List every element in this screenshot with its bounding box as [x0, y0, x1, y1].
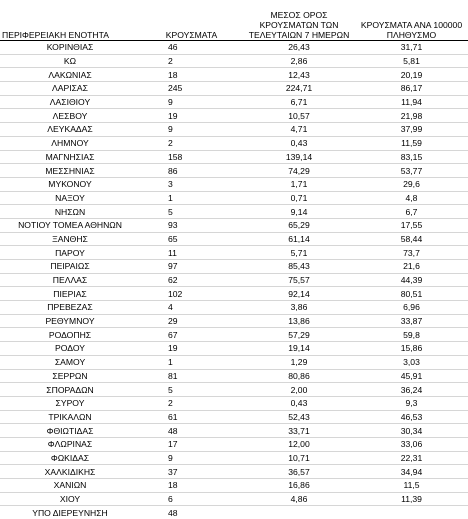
cell-region: ΧΙΟΥ — [0, 492, 140, 506]
table-row — [0, 424, 468, 438]
cell-cases-per-100000: 36,24 — [355, 383, 468, 397]
cell-cases: 93 — [140, 218, 243, 232]
cell-seven-day-average: 0,43 — [243, 136, 355, 150]
cell-seven-day-average: 2,00 — [243, 383, 355, 397]
cell-cases: 86 — [140, 164, 243, 178]
cell-cases: 19 — [140, 109, 243, 123]
cell-region: ΜΕΣΣΗΝΙΑΣ — [0, 164, 140, 178]
cell-seven-day-average: 1,29 — [243, 355, 355, 369]
cell-cases: 245 — [140, 82, 243, 96]
table-row — [0, 191, 468, 205]
cell-region: ΛΕΥΚΑΔΑΣ — [0, 123, 140, 137]
cell-region: ΡΟΔΟΥ — [0, 342, 140, 356]
table-row — [0, 164, 468, 178]
cell-cases-per-100000: 6,7 — [355, 205, 468, 219]
cell-region: ΛΗΜΝΟΥ — [0, 136, 140, 150]
cell-seven-day-average: 6,71 — [243, 95, 355, 109]
cell-cases: 5 — [140, 383, 243, 397]
cell-cases-per-100000: 73,7 — [355, 246, 468, 260]
table-row — [0, 492, 468, 506]
cell-region: ΜΥΚΟΝΟΥ — [0, 177, 140, 191]
cell-cases-per-100000: 53,77 — [355, 164, 468, 178]
table-row — [0, 396, 468, 410]
table-row — [0, 383, 468, 397]
cell-cases-per-100000: 11,94 — [355, 95, 468, 109]
cell-seven-day-average: 4,86 — [243, 492, 355, 506]
cell-region: ΣΕΡΡΩΝ — [0, 369, 140, 383]
table-row — [0, 369, 468, 383]
cell-cases-per-100000: 44,39 — [355, 273, 468, 287]
cell-cases: 158 — [140, 150, 243, 164]
cell-region: ΠΑΡΟΥ — [0, 246, 140, 260]
cell-region: ΛΑΡΙΣΑΣ — [0, 82, 140, 96]
cell-region: ΠΕΙΡΑΙΩΣ — [0, 260, 140, 274]
cell-seven-day-average: 5,71 — [243, 246, 355, 260]
table-row — [0, 150, 468, 164]
cell-cases: 9 — [140, 95, 243, 109]
cell-region: ΠΙΕΡΙΑΣ — [0, 287, 140, 301]
cell-region: ΚΩ — [0, 54, 140, 68]
table-row — [0, 68, 468, 82]
cell-seven-day-average: 224,71 — [243, 82, 355, 96]
cell-region: ΚΟΡΙΝΘΙΑΣ — [0, 41, 140, 55]
cell-cases-per-100000: 29,6 — [355, 177, 468, 191]
cell-cases: 18 — [140, 68, 243, 82]
cell-seven-day-average: 4,71 — [243, 123, 355, 137]
cell-region: ΦΛΩΡΙΝΑΣ — [0, 437, 140, 451]
header-seven-day-average: ΜΕΣΟΣ ΟΡΟΣ ΚΡΟΥΣΜΑΤΩΝ ΤΩΝ ΤΕΛΕΥΤΑΙΩΝ 7 ΗΜΕΡΩΝ — [243, 2, 355, 41]
cell-region: ΡΕΘΥΜΝΟΥ — [0, 314, 140, 328]
cell-seven-day-average: 10,71 — [243, 451, 355, 465]
cell-cases: 4 — [140, 301, 243, 315]
cell-seven-day-average: 36,57 — [243, 465, 355, 479]
cell-region: ΝΟΤΙΟΥ ΤΟΜΕΑ ΑΘΗΝΩΝ — [0, 218, 140, 232]
table-row — [0, 205, 468, 219]
cell-region: ΝΑΞΟΥ — [0, 191, 140, 205]
cell-cases-per-100000: 15,86 — [355, 342, 468, 356]
cell-region: ΤΡΙΚΑΛΩΝ — [0, 410, 140, 424]
cell-cases-per-100000: 83,15 — [355, 150, 468, 164]
cell-cases-per-100000: 59,8 — [355, 328, 468, 342]
cell-cases-per-100000: 3,03 — [355, 355, 468, 369]
cell-cases: 29 — [140, 314, 243, 328]
cell-seven-day-average: 92,14 — [243, 287, 355, 301]
cell-cases: 67 — [140, 328, 243, 342]
cell-region: ΣΠΟΡΑΔΩΝ — [0, 383, 140, 397]
cell-cases: 102 — [140, 287, 243, 301]
cell-seven-day-average: 26,43 — [243, 41, 355, 55]
cell-cases-per-100000: 37,99 — [355, 123, 468, 137]
table-row — [0, 109, 468, 123]
cell-seven-day-average: 12,43 — [243, 68, 355, 82]
cell-cases-per-100000: 86,17 — [355, 82, 468, 96]
table-row — [0, 328, 468, 342]
cell-seven-day-average: 13,86 — [243, 314, 355, 328]
cell-region: ΧΑΛΚΙΔΙΚΗΣ — [0, 465, 140, 479]
cell-region: ΠΕΛΛΑΣ — [0, 273, 140, 287]
cell-cases-per-100000: 11,5 — [355, 479, 468, 493]
cell-cases: 9 — [140, 123, 243, 137]
table-body — [0, 41, 468, 519]
table-row — [0, 465, 468, 479]
cell-cases-per-100000: 6,96 — [355, 301, 468, 315]
cell-seven-day-average: 1,71 — [243, 177, 355, 191]
cell-seven-day-average: 75,57 — [243, 273, 355, 287]
table-row — [0, 355, 468, 369]
table-row — [0, 273, 468, 287]
cell-cases-per-100000: 45,91 — [355, 369, 468, 383]
table-row — [0, 410, 468, 424]
cell-seven-day-average: 10,57 — [243, 109, 355, 123]
table-row — [0, 314, 468, 328]
cell-seven-day-average: 16,86 — [243, 479, 355, 493]
cell-seven-day-average: 0,71 — [243, 191, 355, 205]
cell-cases: 37 — [140, 465, 243, 479]
cell-seven-day-average: 12,00 — [243, 437, 355, 451]
cell-cases: 18 — [140, 479, 243, 493]
cell-region: ΧΑΝΙΩΝ — [0, 479, 140, 493]
cell-cases-per-100000: 5,81 — [355, 54, 468, 68]
cell-cases: 19 — [140, 342, 243, 356]
cell-seven-day-average: 2,86 — [243, 54, 355, 68]
cell-seven-day-average: 65,29 — [243, 218, 355, 232]
cell-cases: 48 — [140, 424, 243, 438]
cell-cases: 1 — [140, 355, 243, 369]
cell-seven-day-average: 19,14 — [243, 342, 355, 356]
cell-cases-per-100000: 21,6 — [355, 260, 468, 274]
cell-cases-per-100000: 46,53 — [355, 410, 468, 424]
cell-seven-day-average: 9,14 — [243, 205, 355, 219]
cell-seven-day-average: 61,14 — [243, 232, 355, 246]
cell-cases: 65 — [140, 232, 243, 246]
table-row — [0, 437, 468, 451]
table-row — [0, 95, 468, 109]
cell-cases: 46 — [140, 41, 243, 55]
cell-cases-per-100000: 33,87 — [355, 314, 468, 328]
cell-region: ΥΠΟ ΔΙΕΡΕΥΝΗΣΗ — [0, 506, 140, 519]
table-row — [0, 136, 468, 150]
cell-cases-per-100000: 11,59 — [355, 136, 468, 150]
cell-region: ΜΑΓΝΗΣΙΑΣ — [0, 150, 140, 164]
cell-cases-per-100000: 9,3 — [355, 396, 468, 410]
cell-cases: 97 — [140, 260, 243, 274]
table-row — [0, 342, 468, 356]
cell-cases: 61 — [140, 410, 243, 424]
cell-seven-day-average: 80,86 — [243, 369, 355, 383]
table-row — [0, 260, 468, 274]
cell-region: ΦΘΙΩΤΙΔΑΣ — [0, 424, 140, 438]
cell-cases: 48 — [140, 506, 243, 519]
table-row — [0, 123, 468, 137]
table-row — [0, 177, 468, 191]
cell-cases-per-100000: 31,71 — [355, 41, 468, 55]
table-row — [0, 246, 468, 260]
cell-cases: 2 — [140, 396, 243, 410]
cell-cases-per-100000: 17,55 — [355, 218, 468, 232]
header-cases: ΚΡΟΥΣΜΑΤΑ — [140, 2, 243, 41]
header-row — [0, 2, 468, 41]
cell-cases-per-100000: 20,19 — [355, 68, 468, 82]
cell-cases-per-100000: 34,94 — [355, 465, 468, 479]
cell-cases: 2 — [140, 136, 243, 150]
table-row — [0, 287, 468, 301]
cell-seven-day-average: 52,43 — [243, 410, 355, 424]
cell-cases: 81 — [140, 369, 243, 383]
cell-cases: 9 — [140, 451, 243, 465]
cell-seven-day-average: 3,86 — [243, 301, 355, 315]
cell-seven-day-average — [243, 506, 355, 519]
table-row — [0, 54, 468, 68]
cell-cases-per-100000: 30,34 — [355, 424, 468, 438]
table-row — [0, 506, 468, 519]
table-row — [0, 232, 468, 246]
cell-region: ΠΡΕΒΕΖΑΣ — [0, 301, 140, 315]
cell-region: ΛΕΣΒΟΥ — [0, 109, 140, 123]
cell-region: ΛΑΚΩΝΙΑΣ — [0, 68, 140, 82]
cell-region: ΡΟΔΟΠΗΣ — [0, 328, 140, 342]
cell-cases-per-100000: 4,8 — [355, 191, 468, 205]
table-row — [0, 41, 468, 55]
cell-cases-per-100000: 11,39 — [355, 492, 468, 506]
cell-cases: 1 — [140, 191, 243, 205]
covid-cases-table — [0, 2, 468, 519]
cell-region: ΝΗΣΩΝ — [0, 205, 140, 219]
cell-cases: 3 — [140, 177, 243, 191]
cell-cases-per-100000: 58,44 — [355, 232, 468, 246]
cell-cases: 17 — [140, 437, 243, 451]
header-region: ΠΕΡΙΦΕΡΕΙΑΚΗ ΕΝΟΤΗΤΑ — [0, 2, 140, 41]
table-row — [0, 451, 468, 465]
cell-seven-day-average: 85,43 — [243, 260, 355, 274]
cell-cases: 5 — [140, 205, 243, 219]
cell-cases: 62 — [140, 273, 243, 287]
cell-region: ΣΥΡΟΥ — [0, 396, 140, 410]
table-row — [0, 479, 468, 493]
cell-cases: 2 — [140, 54, 243, 68]
cell-cases-per-100000: 22,31 — [355, 451, 468, 465]
cell-cases-per-100000: 21,98 — [355, 109, 468, 123]
cell-seven-day-average: 33,71 — [243, 424, 355, 438]
cell-region: ΞΑΝΘΗΣ — [0, 232, 140, 246]
cell-region: ΦΩΚΙΔΑΣ — [0, 451, 140, 465]
cell-seven-day-average: 57,29 — [243, 328, 355, 342]
table-row — [0, 301, 468, 315]
cell-cases-per-100000: 80,51 — [355, 287, 468, 301]
cell-seven-day-average: 74,29 — [243, 164, 355, 178]
header-cases-per-100000: ΚΡΟΥΣΜΑΤΑ ΑΝΑ 100000 ΠΛΗΘΥΣΜΟ — [355, 2, 468, 41]
cell-region: ΣΑΜΟΥ — [0, 355, 140, 369]
table-row — [0, 82, 468, 96]
cell-cases: 11 — [140, 246, 243, 260]
cell-seven-day-average: 139,14 — [243, 150, 355, 164]
table-row — [0, 218, 468, 232]
cell-cases-per-100000 — [355, 506, 468, 519]
cell-seven-day-average: 0,43 — [243, 396, 355, 410]
cell-region: ΛΑΣΙΘΙΟΥ — [0, 95, 140, 109]
cell-cases: 6 — [140, 492, 243, 506]
cell-cases-per-100000: 33,06 — [355, 437, 468, 451]
